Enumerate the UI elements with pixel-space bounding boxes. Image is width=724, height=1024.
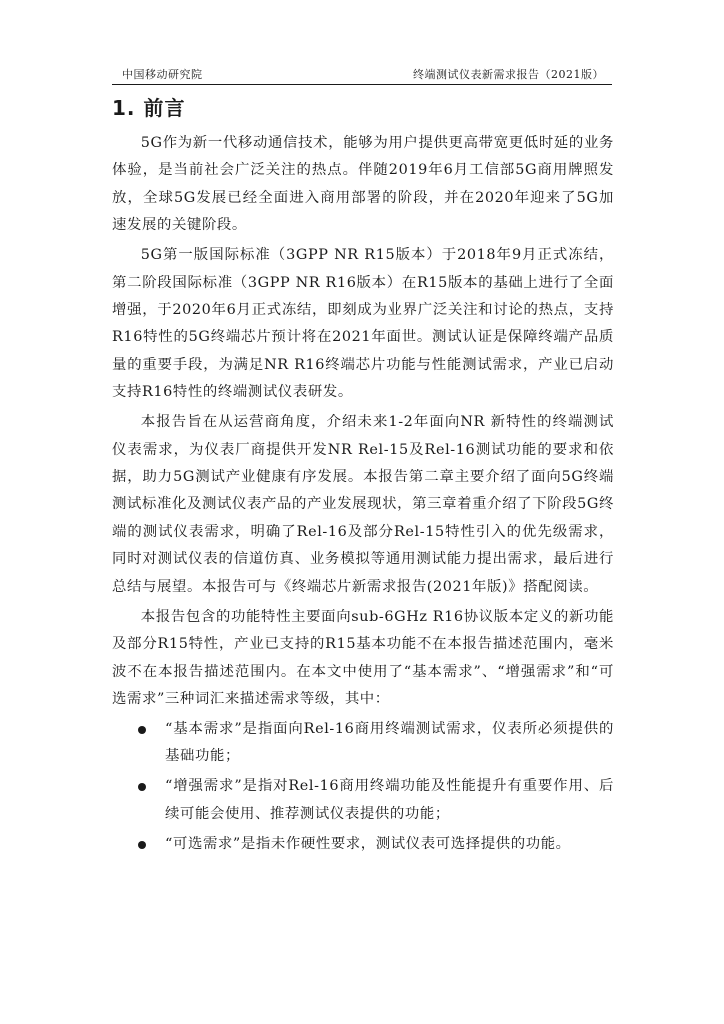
paragraph: 本报告旨在从运营商角度，介绍未来1-2年面向NR 新特性的终端测试仪表需求，为仪表厂商提供开发NR Rel-15及Rel-16测试功能的要求和依据，助力5G测试产业健康有序发展。本报告第二章主要介绍了面向5G终端测试标准化及测试仪表产品的产业发展现状，第三章着重介绍了下阶段5G终端的测试仪表需求，明确了Rel-16及部分Rel-15特性引入的优先级需求，同时对测试仪表的信道仿真、业务模拟等通用测试能力提出需求，最后进行总结与展望。本报告可与《终端芯片新需求报告(2021年版)》搭配阅读。 bbox=[112, 414, 614, 595]
body-text bbox=[112, 130, 614, 861]
section-heading bbox=[112, 92, 186, 121]
list-item-text: “增强需求”是指对Rel-16商用终端功能及性能提升有重要作用、后续可能会使用、推荐测试仪表提供的功能； bbox=[165, 778, 614, 822]
bullet-icon bbox=[138, 783, 146, 791]
list-item bbox=[112, 831, 614, 858]
paragraph: 5G作为新一代移动通信技术，能够为用户提供更高带宽更低时延的业务体验，是当前社会广泛关注的热点。伴随2019年6月工信部5G商用牌照发放，全球5G发展已经全面进入商用部署的阶段，并在2020年迎来了5G加速发展的关键阶段。 bbox=[112, 135, 614, 234]
list-item-text: “基本需求”是指面向Rel-16商用终端测试需求，仪表所必须提供的基础功能； bbox=[165, 720, 614, 765]
bullet-icon bbox=[138, 726, 146, 734]
list-item bbox=[112, 773, 614, 828]
list-item-text: “可选需求”是指未作硬性要求，测试仪表可选择提供的功能。 bbox=[165, 835, 571, 852]
bullet-icon bbox=[138, 841, 146, 849]
page-header bbox=[112, 62, 612, 85]
paragraph: 5G第一版国际标准（3GPP NR R15版本）于2018年9月正式冻结，第二阶段国际标准（3GPP NR R16版本）在R15版本的基础上进行了全面增强，于2020年6月正式冻结，即刻成为业界广泛关注和讨论的热点，支持R16特性的5G终端芯片预计将在2021年面世。测试认证是保障终端产品质量的重要手段，为满足NR R16终端芯片功能与性能测试需求，产业已启动支持R16特性的终端测试仪表研发。 bbox=[112, 247, 614, 401]
paragraph: 本报告包含的功能特性主要面向sub-6GHz R16协议版本定义的新功能及部分R15特性，产业已支持的R15基本功能不在本报告描述范围内，毫米波不在本报告描述范围内。在本文中使用了“基本需求”、“增强需求”和“可选需求”三种词汇来描述需求等级，其中： bbox=[112, 608, 614, 707]
requirement-level-list bbox=[112, 716, 614, 858]
list-item bbox=[112, 716, 614, 771]
header-organization: 中国移动研究院 bbox=[122, 68, 203, 81]
section-number: 1. bbox=[112, 96, 136, 120]
header-document-title: 终端测试仪表新需求报告（2021版） bbox=[413, 68, 604, 81]
section-title: 前言 bbox=[143, 96, 186, 120]
